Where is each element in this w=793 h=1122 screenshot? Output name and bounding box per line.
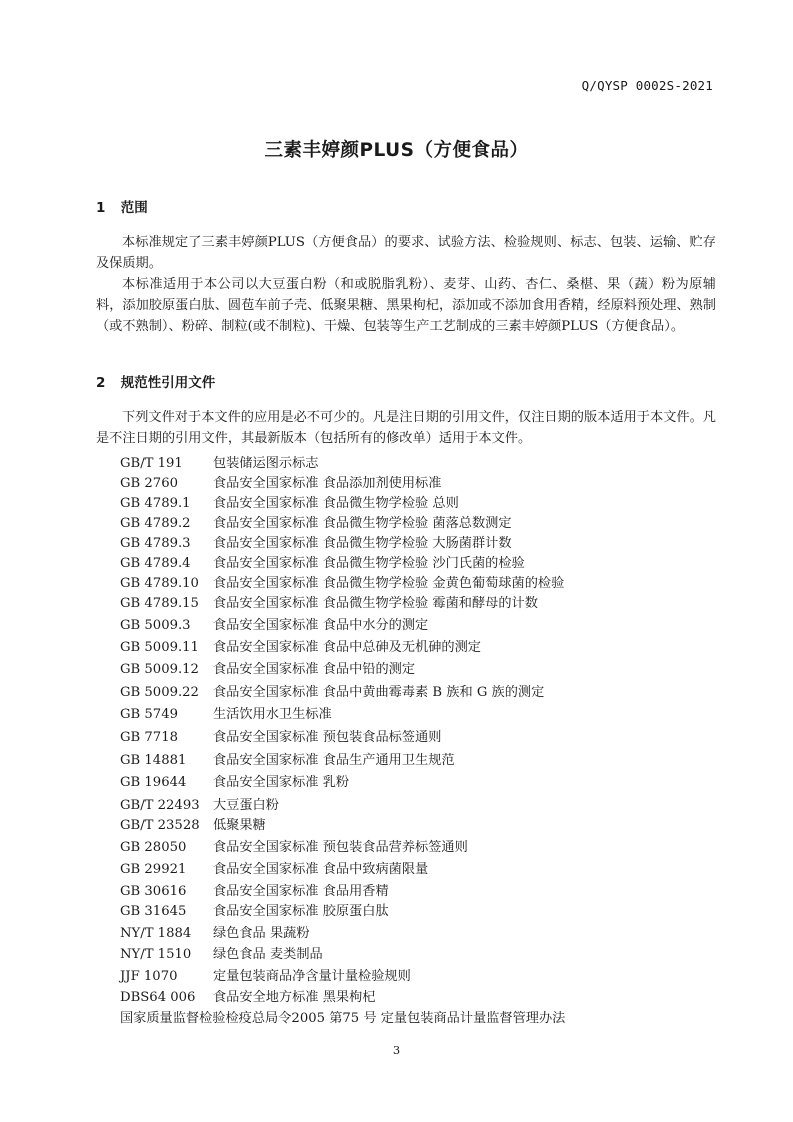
reference-title: 食品安全国家标准 预包装食品营养标签通则 bbox=[213, 840, 468, 855]
reference-code: GB 19644 bbox=[120, 775, 187, 790]
reference-item bbox=[120, 681, 544, 700]
section-number: 2 bbox=[96, 375, 106, 391]
reference-item bbox=[120, 592, 538, 611]
section-number: 1 bbox=[96, 200, 106, 216]
reference-code: NY/T 1884 bbox=[120, 926, 192, 941]
reference-item bbox=[120, 858, 428, 877]
reference-code: DBS64 006 bbox=[120, 990, 196, 1005]
reference-code: JJF 1070 bbox=[120, 969, 178, 984]
document-title: 三素丰婷颜PLUS（方便食品） bbox=[264, 140, 529, 161]
reference-code: GB 4789.1 bbox=[120, 496, 191, 511]
reference-item bbox=[120, 472, 441, 491]
reference-code: GB 5009.22 bbox=[120, 685, 199, 700]
reference-title: 食品安全国家标准 食品中总砷及无机砷的测定 bbox=[213, 640, 481, 655]
reference-item bbox=[120, 814, 266, 833]
reference-title: 食品安全国家标准 食品中水分的测定 bbox=[213, 618, 429, 633]
document-code: Q/QYSP 0002S-2021 bbox=[581, 78, 713, 93]
section-title: 范围 bbox=[120, 200, 148, 216]
section-heading-scope bbox=[96, 196, 148, 216]
reference-title: 食品安全国家标准 食品微生物学检验 菌落总数测定 bbox=[213, 516, 512, 531]
reference-note: 国家质量监督检验检疫总局令2005 第75 号 定量包装商品计量监督管理办法 bbox=[120, 1011, 566, 1026]
reference-item bbox=[120, 452, 319, 471]
reference-title: 食品安全国家标准 食品中黄曲霉毒素 B 族和 G 族的测定 bbox=[213, 685, 545, 700]
reference-title: 食品安全国家标准 食品微生物学检验 沙门氏菌的检验 bbox=[213, 556, 525, 571]
reference-code: GB 28050 bbox=[120, 840, 187, 855]
scope-paragraph-1: 本标准规定了三素丰婷颜PLUS（方便食品）的要求、试验方法、检验规则、标志、包装、运输、贮存及保质期。 bbox=[96, 235, 716, 271]
reference-code: GB 4789.10 bbox=[120, 576, 199, 591]
reference-code: GB 4789.4 bbox=[120, 556, 191, 571]
reference-code: GB 14881 bbox=[120, 753, 187, 768]
reference-item bbox=[120, 572, 564, 591]
reference-item bbox=[120, 900, 389, 919]
references-intro-paragraph: 下列文件对于本文件的应用是必不可少的。凡是注日期的引用文件，仅注日期的版本适用于本文件。凡是不注日期的引用文件，其最新版本（包括所有的修改单）适用于本文件。 bbox=[96, 410, 716, 446]
reference-title: 大豆蛋白粉 bbox=[213, 798, 279, 813]
reference-title: 食品安全国家标准 食品微生物学检验 金黄色葡萄球菌的检验 bbox=[213, 576, 565, 591]
reference-item bbox=[120, 836, 468, 855]
reference-item bbox=[120, 532, 512, 551]
reference-title: 食品安全国家标准 食品中致病菌限量 bbox=[213, 862, 429, 877]
reference-title: 低聚果糖 bbox=[213, 818, 266, 833]
reference-title: 食品安全国家标准 食品生产通用卫生规范 bbox=[213, 753, 455, 768]
page-number: 3 bbox=[392, 1043, 401, 1057]
reference-code: GB 5009.11 bbox=[120, 640, 199, 655]
reference-title: 食品安全国家标准 食品中铅的测定 bbox=[213, 662, 416, 677]
reference-title: 定量包装商品净含量计量检验规则 bbox=[213, 969, 411, 984]
reference-item bbox=[120, 492, 459, 511]
scope-paragraph-2: 本标准适用于本公司以大豆蛋白粉（和或脱脂乳粉）、麦芽、山药、杏仁、桑椹、果（蔬）粉为原辅料，添加胶原蛋白肽、圆苞车前子壳、低聚果糖、黑果枸杞，添加或不添加食用香精，经原料预处理、熟制（或不熟制）、粉碎、制粒(或不制粒)、干燥、包装等生产工艺制成的三素丰婷颜PLUS（方便食品）。 bbox=[96, 277, 716, 334]
reference-item bbox=[120, 880, 389, 899]
reference-code: NY/T 1510 bbox=[120, 947, 192, 962]
reference-code: GB 4789.2 bbox=[120, 516, 191, 531]
reference-title: 食品安全国家标准 胶原蛋白肽 bbox=[213, 904, 389, 919]
reference-title: 食品安全国家标准 乳粉 bbox=[213, 775, 350, 790]
reference-code: GB 5749 bbox=[120, 707, 178, 722]
reference-title: 食品安全国家标准 食品用香精 bbox=[213, 884, 389, 899]
reference-item bbox=[120, 922, 310, 941]
reference-title: 绿色食品 果蔬粉 bbox=[213, 926, 310, 941]
reference-item bbox=[120, 552, 525, 571]
reference-code: GB 31645 bbox=[120, 904, 187, 919]
reference-item bbox=[120, 726, 441, 745]
reference-title: 包装储运图示标志 bbox=[213, 456, 319, 471]
reference-code: GB 5009.12 bbox=[120, 662, 199, 677]
reference-code: GB 7718 bbox=[120, 730, 178, 745]
reference-title: 食品安全国家标准 食品微生物学检验 霉菌和酵母的计数 bbox=[213, 596, 538, 611]
reference-title: 食品安全国家标准 食品微生物学检验 大肠菌群计数 bbox=[213, 536, 512, 551]
reference-code: GB 2760 bbox=[120, 476, 178, 491]
reference-title: 食品安全国家标准 食品微生物学检验 总则 bbox=[213, 496, 459, 511]
reference-code: GB 30616 bbox=[120, 884, 187, 899]
reference-code: GB 29921 bbox=[120, 862, 187, 877]
section-heading-references bbox=[96, 371, 215, 391]
reference-item bbox=[120, 965, 411, 984]
reference-item bbox=[120, 614, 428, 633]
reference-item bbox=[120, 658, 415, 677]
reference-title: 食品安全国家标准 食品添加剂使用标准 bbox=[213, 476, 442, 491]
reference-title: 食品安全地方标准 黑果枸杞 bbox=[213, 990, 376, 1005]
reference-item bbox=[120, 703, 332, 722]
reference-item bbox=[120, 943, 323, 962]
reference-code: GB 4789.3 bbox=[120, 536, 191, 551]
reference-code: GB/T 23528 bbox=[120, 818, 200, 833]
reference-item bbox=[120, 794, 279, 813]
reference-code: GB 5009.3 bbox=[120, 618, 191, 633]
reference-title: 生活饮用水卫生标准 bbox=[213, 707, 332, 722]
reference-title: 食品安全国家标准 预包装食品标签通则 bbox=[213, 730, 442, 745]
reference-item bbox=[120, 771, 349, 790]
section-title: 规范性引用文件 bbox=[120, 375, 216, 391]
reference-code: GB 4789.15 bbox=[120, 596, 199, 611]
reference-code: GB/T 191 bbox=[120, 456, 183, 471]
reference-item bbox=[120, 749, 455, 768]
reference-item bbox=[120, 986, 375, 1005]
reference-code: GB/T 22493 bbox=[120, 798, 200, 813]
reference-title: 绿色食品 麦类制品 bbox=[213, 947, 323, 962]
reference-item bbox=[120, 636, 481, 655]
reference-item bbox=[120, 512, 512, 531]
